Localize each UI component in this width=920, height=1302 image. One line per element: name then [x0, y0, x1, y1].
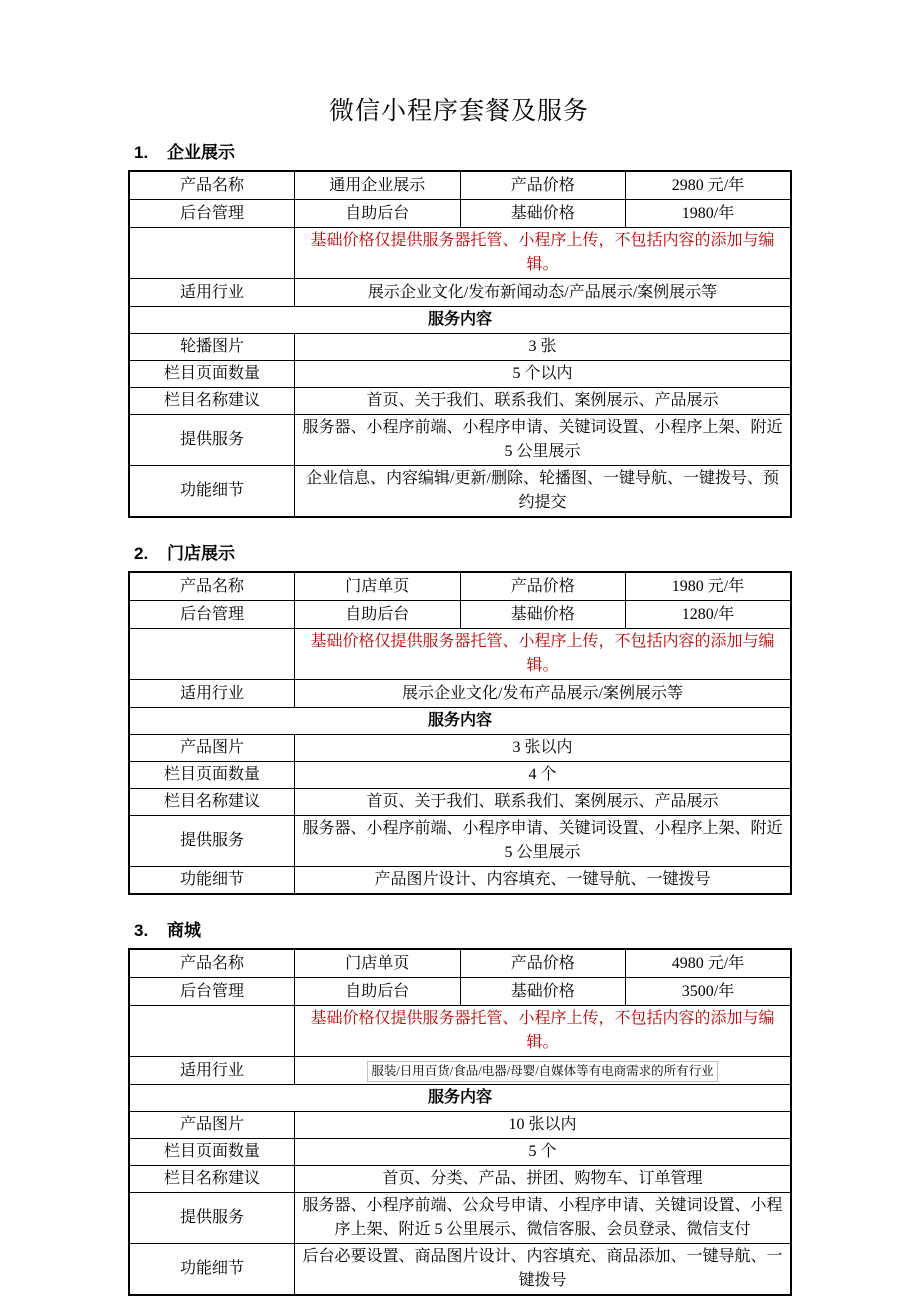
- backend-value-cell: 自助后台: [295, 978, 461, 1006]
- service-value-cell: 5 个: [295, 1139, 792, 1166]
- industry-value-cell: [295, 1057, 792, 1085]
- service-value-cell: 3 张: [295, 334, 792, 361]
- backend-label-cell: 后台管理: [129, 601, 295, 629]
- table-row: [129, 334, 791, 361]
- service-value-cell: 10 张以内: [295, 1112, 792, 1139]
- product-name-label-cell: 产品名称: [129, 171, 295, 200]
- base-price-value-cell: 3500/年: [626, 978, 792, 1006]
- service-value-cell: 企业信息、内容编辑/更新/删除、轮播图、一键导航、一键拨号、预约提交: [295, 466, 792, 518]
- service-value-cell: 首页、分类、产品、拼团、购物车、订单管理: [295, 1166, 792, 1193]
- table-row: [129, 1006, 791, 1057]
- service-value-cell: 3 张以内: [295, 735, 792, 762]
- section-title: 门店展示: [167, 544, 235, 563]
- table-row: [129, 1166, 791, 1193]
- empty-cell: [129, 228, 295, 279]
- service-label-cell: 栏目名称建议: [129, 789, 295, 816]
- table-row: [129, 415, 791, 466]
- service-value-cell: 后台必要设置、商品图片设计、内容填充、商品添加、一键导航、一键拨号: [295, 1244, 792, 1296]
- section-heading-enterprise: [134, 142, 790, 164]
- table-row: [129, 735, 791, 762]
- table-row: [129, 361, 791, 388]
- section-heading-store: [134, 543, 790, 565]
- base-price-label-cell: 基础价格: [460, 601, 626, 629]
- service-label-cell: 提供服务: [129, 415, 295, 466]
- product-price-value-cell: 1980 元/年: [626, 572, 792, 601]
- table-row: [129, 1193, 791, 1244]
- product-name-label-cell: 产品名称: [129, 949, 295, 978]
- section-number: 3.: [134, 921, 149, 940]
- table-row: [129, 762, 791, 789]
- table-row: [129, 789, 791, 816]
- product-price-label-cell: 产品价格: [460, 949, 626, 978]
- table-row: [129, 388, 791, 415]
- industry-value-cell: 展示企业文化/发布产品展示/案例展示等: [295, 680, 792, 708]
- section-title: 商城: [167, 921, 201, 940]
- table-row: [129, 171, 791, 200]
- service-value-cell: 服务器、小程序前端、小程序申请、关键词设置、小程序上架、附近 5 公里展示: [295, 415, 792, 466]
- table-row: [129, 572, 791, 601]
- table-row: [129, 200, 791, 228]
- base-price-value-cell: 1980/年: [626, 200, 792, 228]
- table-row: [129, 708, 791, 735]
- price-note-cell: 基础价格仅提供服务器托管、小程序上传，不包括内容的添加与编辑。: [295, 228, 792, 279]
- service-content-header-cell: 服务内容: [129, 1085, 791, 1112]
- service-content-header-cell: 服务内容: [129, 307, 791, 334]
- base-price-label-cell: 基础价格: [460, 200, 626, 228]
- table-row: [129, 228, 791, 279]
- table-row: [129, 1057, 791, 1085]
- service-label-cell: 轮播图片: [129, 334, 295, 361]
- backend-value-cell: 自助后台: [295, 200, 461, 228]
- page-title: 微信小程序套餐及服务: [328, 98, 589, 125]
- service-value-cell: 产品图片设计、内容填充、一键导航、一键拨号: [295, 867, 792, 895]
- service-label-cell: 栏目页面数量: [129, 361, 295, 388]
- service-label-cell: 功能细节: [129, 466, 295, 518]
- table-row: [129, 629, 791, 680]
- industry-label-cell: 适用行业: [129, 680, 295, 708]
- empty-cell: [129, 629, 295, 680]
- table-row: [129, 307, 791, 334]
- product-price-value-cell: 2980 元/年: [626, 171, 792, 200]
- product-price-value-cell: 4980 元/年: [626, 949, 792, 978]
- price-note-cell: 基础价格仅提供服务器托管、小程序上传，不包括内容的添加与编辑。: [295, 629, 792, 680]
- table-row: [129, 466, 791, 518]
- table-row: [129, 816, 791, 867]
- package-table-store: [128, 571, 792, 895]
- backend-label-cell: 后台管理: [129, 978, 295, 1006]
- service-value-cell: 首页、关于我们、联系我们、案例展示、产品展示: [295, 388, 792, 415]
- service-value-cell: 5 个以内: [295, 361, 792, 388]
- service-value-cell: 4 个: [295, 762, 792, 789]
- table-row: [129, 1085, 791, 1112]
- service-label-cell: 栏目名称建议: [129, 388, 295, 415]
- service-label-cell: 提供服务: [129, 1193, 295, 1244]
- product-name-label-cell: 产品名称: [129, 572, 295, 601]
- empty-cell: [129, 1006, 295, 1057]
- table-row: [129, 949, 791, 978]
- service-content-header-cell: 服务内容: [129, 708, 791, 735]
- table-row: [129, 680, 791, 708]
- service-label-cell: 功能细节: [129, 867, 295, 895]
- table-row: [129, 1139, 791, 1166]
- service-label-cell: 产品图片: [129, 1112, 295, 1139]
- package-table-mall: [128, 948, 792, 1296]
- service-label-cell: 产品图片: [129, 735, 295, 762]
- table-row: [129, 279, 791, 307]
- industry-value-box: 服装/日用百货/食品/电器/母婴/自媒体等有电商需求的所有行业: [367, 1061, 717, 1082]
- service-value-cell: 首页、关于我们、联系我们、案例展示、产品展示: [295, 789, 792, 816]
- product-name-value-cell: 通用企业展示: [295, 171, 461, 200]
- service-label-cell: 提供服务: [129, 816, 295, 867]
- base-price-value-cell: 1280/年: [626, 601, 792, 629]
- price-note-cell: 基础价格仅提供服务器托管、小程序上传，不包括内容的添加与编辑。: [295, 1006, 792, 1057]
- service-label-cell: 功能细节: [129, 1244, 295, 1296]
- service-value-cell: 服务器、小程序前端、公众号申请、小程序申请、关键词设置、小程序上架、附近 5 公里展示、微信客服、会员登录、微信支付: [295, 1193, 792, 1244]
- industry-label-cell: 适用行业: [129, 1057, 295, 1085]
- package-table-enterprise: [128, 170, 792, 518]
- service-value-cell: 服务器、小程序前端、小程序申请、关键词设置、小程序上架、附近 5 公里展示: [295, 816, 792, 867]
- backend-label-cell: 后台管理: [129, 200, 295, 228]
- table-row: [129, 1112, 791, 1139]
- section-number: 1.: [134, 143, 149, 162]
- section-title: 企业展示: [167, 143, 235, 162]
- product-price-label-cell: 产品价格: [460, 572, 626, 601]
- section-heading-mall: [134, 920, 790, 942]
- table-row: [129, 867, 791, 895]
- table-row: [129, 601, 791, 629]
- service-label-cell: 栏目页面数量: [129, 1139, 295, 1166]
- industry-label-cell: 适用行业: [129, 279, 295, 307]
- product-price-label-cell: 产品价格: [460, 171, 626, 200]
- product-name-value-cell: 门店单页: [295, 949, 461, 978]
- service-label-cell: 栏目名称建议: [129, 1166, 295, 1193]
- section-number: 2.: [134, 544, 149, 563]
- base-price-label-cell: 基础价格: [460, 978, 626, 1006]
- industry-value-cell: 展示企业文化/发布新闻动态/产品展示/案例展示等: [295, 279, 792, 307]
- table-row: [129, 978, 791, 1006]
- backend-value-cell: 自助后台: [295, 601, 461, 629]
- service-label-cell: 栏目页面数量: [129, 762, 295, 789]
- table-row: [129, 1244, 791, 1296]
- product-name-value-cell: 门店单页: [295, 572, 461, 601]
